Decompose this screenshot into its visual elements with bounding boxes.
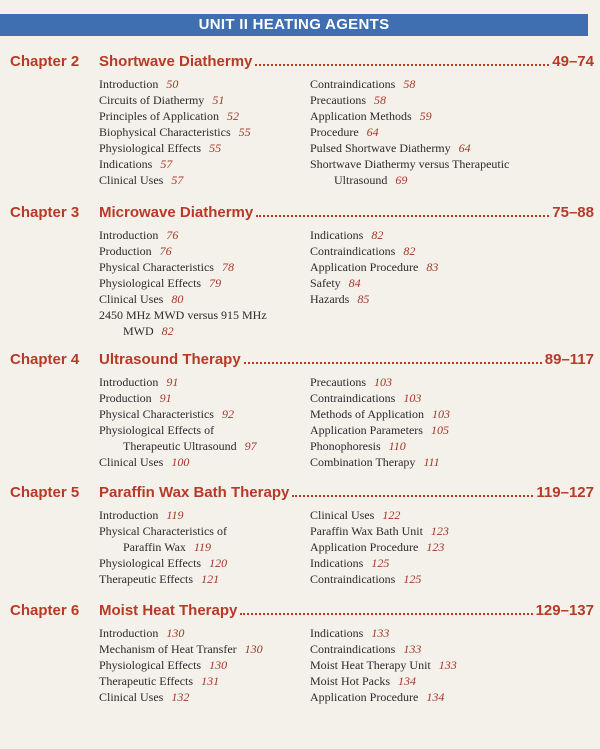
entry-page-number: 78 xyxy=(221,260,234,274)
entry-title: Methods of Application xyxy=(310,407,424,421)
toc-entry[interactable] xyxy=(310,291,595,307)
toc-entry[interactable] xyxy=(99,390,304,406)
entry-title: Application Procedure xyxy=(310,260,419,274)
entry-page-number: 130 xyxy=(244,642,263,656)
entry-page-number: 79 xyxy=(209,276,222,290)
entry-page-number: 55 xyxy=(209,141,222,155)
entry-page-number: 110 xyxy=(388,439,406,453)
leader-dots xyxy=(240,612,532,615)
chapter-number: Chapter 6 xyxy=(10,602,80,619)
toc-entry[interactable] xyxy=(310,374,595,390)
toc-entry[interactable] xyxy=(99,523,304,555)
toc-entry[interactable] xyxy=(99,259,304,275)
toc-entry[interactable] xyxy=(99,507,304,523)
entry-title: Contraindications xyxy=(310,77,396,91)
right-column xyxy=(310,374,595,470)
leader-dots xyxy=(255,63,549,66)
entry-title: Moist Hot Packs xyxy=(310,674,391,688)
entry-page-number: 80 xyxy=(171,292,184,306)
toc-entry[interactable] xyxy=(99,156,304,172)
chapter-pages: 49–74 xyxy=(552,53,594,70)
toc-entry[interactable] xyxy=(310,625,595,641)
entry-title: Phonophoresis xyxy=(310,439,381,453)
toc-entry[interactable] xyxy=(310,227,595,243)
entry-title: Biophysical Characteristics xyxy=(99,125,231,139)
entry-title-continuation: Ultrasound xyxy=(334,173,388,187)
entry-title: Physiological Effects xyxy=(99,276,202,290)
toc-entry[interactable] xyxy=(310,76,595,92)
leader-dots xyxy=(292,494,533,497)
toc-entry[interactable] xyxy=(99,291,304,307)
right-column xyxy=(310,76,595,188)
entry-page-number: 59 xyxy=(419,109,432,123)
chapter-heading xyxy=(0,203,600,223)
toc-entry[interactable] xyxy=(99,140,304,156)
toc-entry[interactable] xyxy=(310,243,595,259)
entry-page-number: 133 xyxy=(403,642,422,656)
entry-title: Physiological Effects xyxy=(99,658,202,672)
chapter-title[interactable]: Paraffin Wax Bath Therapy xyxy=(99,484,290,501)
toc-entry[interactable] xyxy=(99,689,304,705)
entry-title: Production xyxy=(99,244,152,258)
entry-title: Contraindications xyxy=(310,244,396,258)
entry-page-number: 84 xyxy=(348,276,361,290)
toc-entry[interactable] xyxy=(99,555,304,571)
chapter-number: Chapter 2 xyxy=(10,53,80,70)
entry-page-number: 134 xyxy=(426,690,445,704)
toc-entry[interactable] xyxy=(310,454,595,470)
entry-title: Contraindications xyxy=(310,572,396,586)
toc-entry[interactable] xyxy=(99,76,304,92)
entry-page-number: 130 xyxy=(166,626,185,640)
left-column xyxy=(99,625,304,705)
entry-page-number: 120 xyxy=(209,556,228,570)
entry-title: Circuits of Diathermy xyxy=(99,93,205,107)
toc-entry[interactable] xyxy=(310,422,595,438)
chapter-2 xyxy=(0,52,600,187)
unit-title: UNIT II HEATING AGENTS xyxy=(0,14,588,36)
entry-page-number: 57 xyxy=(171,173,184,187)
entry-title: Application Procedure xyxy=(310,540,419,554)
entry-title: Indications xyxy=(310,556,364,570)
toc-entry[interactable] xyxy=(99,641,304,657)
toc-entry[interactable] xyxy=(99,124,304,140)
entry-page-number: 92 xyxy=(221,407,234,421)
entry-title: Precautions xyxy=(310,375,366,389)
toc-entry[interactable] xyxy=(99,108,304,124)
entry-title: 2450 MHz MWD versus 915 MHz xyxy=(99,308,267,322)
entry-title: Production xyxy=(99,391,152,405)
entry-title: Physiological Effects xyxy=(99,141,202,155)
entry-title-continuation: Paraffin Wax xyxy=(123,540,186,554)
toc-entry[interactable] xyxy=(99,374,304,390)
entry-page-number: 64 xyxy=(458,141,471,155)
entry-page-number: 82 xyxy=(403,244,416,258)
entry-page-number: 134 xyxy=(398,674,417,688)
entry-title: Paraffin Wax Bath Unit xyxy=(310,524,423,538)
entry-title-continued xyxy=(99,438,304,454)
entry-page-number: 123 xyxy=(430,524,449,538)
entry-page-number: 100 xyxy=(171,455,190,469)
entry-title: Physiological Effects of xyxy=(99,423,215,437)
chapter-4 xyxy=(0,350,600,469)
chapter-heading xyxy=(0,483,600,503)
toc-entry[interactable] xyxy=(99,657,304,673)
entry-page-number: 91 xyxy=(159,391,172,405)
toc-entry[interactable] xyxy=(310,673,595,689)
left-column xyxy=(99,227,304,339)
entry-title: Precautions xyxy=(310,93,366,107)
toc-entry[interactable] xyxy=(310,539,595,555)
entry-title-continuation: MWD xyxy=(123,324,154,338)
left-column xyxy=(99,374,304,470)
entry-page-number: 52 xyxy=(226,109,239,123)
toc-entry[interactable] xyxy=(310,555,595,571)
toc-entry[interactable] xyxy=(99,172,304,188)
entry-page-number: 58 xyxy=(374,93,386,107)
chapter-5 xyxy=(0,483,600,586)
entry-title-continued xyxy=(310,172,595,188)
entry-page-number: 69 xyxy=(395,173,408,187)
entry-title: Physical Characteristics xyxy=(99,260,214,274)
entry-title: Therapeutic Effects xyxy=(99,674,194,688)
entry-title: Physical Characteristics xyxy=(99,407,214,421)
toc-entry[interactable] xyxy=(310,641,595,657)
entry-page-number: 55 xyxy=(238,125,251,139)
entry-page-number: 103 xyxy=(403,391,422,405)
toc-entry[interactable] xyxy=(99,275,304,291)
entry-page-number: 105 xyxy=(430,423,449,437)
entry-title: Application Parameters xyxy=(310,423,423,437)
entry-page-number: 125 xyxy=(371,556,390,570)
chapter-title[interactable]: Microwave Diathermy xyxy=(99,204,254,221)
toc-entry[interactable] xyxy=(310,108,595,124)
entry-page-number: 91 xyxy=(166,375,179,389)
entry-title: Contraindications xyxy=(310,642,396,656)
entry-title: Physical Characteristics of xyxy=(99,524,227,538)
entry-page-number: 122 xyxy=(382,508,401,522)
entry-title: Physiological Effects xyxy=(99,556,202,570)
entry-page-number: 125 xyxy=(403,572,422,586)
entry-title: Application Methods xyxy=(310,109,412,123)
right-column xyxy=(310,227,595,307)
toc-entry[interactable] xyxy=(99,422,304,454)
toc-entry[interactable] xyxy=(99,227,304,243)
entry-page-number: 82 xyxy=(371,228,384,242)
entry-title: Safety xyxy=(310,276,341,290)
entry-page-number: 123 xyxy=(426,540,445,554)
toc-entry[interactable] xyxy=(310,523,595,539)
leader-dots xyxy=(244,361,542,364)
entry-page-number: 76 xyxy=(159,244,172,258)
chapter-pages: 75–88 xyxy=(552,204,594,221)
toc-entry[interactable] xyxy=(310,275,595,291)
entry-page-number: 111 xyxy=(423,455,440,469)
toc-entry[interactable] xyxy=(310,438,595,454)
entry-title: Contraindications xyxy=(310,391,396,405)
toc-entry[interactable] xyxy=(310,657,595,673)
entry-page-number: 57 xyxy=(160,157,173,171)
entry-title: Clinical Uses xyxy=(310,508,375,522)
chapter-number: Chapter 4 xyxy=(10,351,80,368)
toc-entry[interactable] xyxy=(99,243,304,259)
entry-title: Introduction xyxy=(99,626,159,640)
left-column xyxy=(99,507,304,587)
leader-dots xyxy=(256,214,549,217)
toc-entry[interactable] xyxy=(310,124,595,140)
entry-title: Principles of Application xyxy=(99,109,219,123)
right-column xyxy=(310,625,595,705)
chapter-number: Chapter 5 xyxy=(10,484,80,501)
left-column xyxy=(99,76,304,188)
entry-title: Indications xyxy=(310,228,364,242)
toc-entry[interactable] xyxy=(310,92,595,108)
chapter-heading xyxy=(0,350,600,370)
entry-page-number: 76 xyxy=(166,228,179,242)
entry-title: Introduction xyxy=(99,228,159,242)
entry-page-number: 130 xyxy=(209,658,228,672)
toc-entry[interactable] xyxy=(99,454,304,470)
entry-title: Shortwave Diathermy versus Therapeutic xyxy=(310,157,510,171)
toc-entry[interactable] xyxy=(310,689,595,705)
entry-title: Pulsed Shortwave Diathermy xyxy=(310,141,451,155)
entry-title: Application Procedure xyxy=(310,690,419,704)
entry-page-number: 119 xyxy=(166,508,184,522)
entry-title: Combination Therapy xyxy=(310,455,416,469)
entry-page-number: 119 xyxy=(193,540,212,554)
toc-entry[interactable] xyxy=(310,406,595,422)
entry-page-number: 133 xyxy=(438,658,457,672)
toc-entry[interactable] xyxy=(310,259,595,275)
toc-entry[interactable] xyxy=(310,390,595,406)
chapter-6 xyxy=(0,601,600,704)
toc-entry[interactable] xyxy=(99,307,304,339)
entry-title: Clinical Uses xyxy=(99,690,164,704)
toc-entry[interactable] xyxy=(310,156,595,188)
entry-title: Introduction xyxy=(99,508,159,522)
entry-title: Moist Heat Therapy Unit xyxy=(310,658,431,672)
chapter-title[interactable]: Shortwave Diathermy xyxy=(99,53,253,70)
toc-entry[interactable] xyxy=(310,571,595,587)
entry-page-number: 132 xyxy=(171,690,190,704)
entry-page-number: 133 xyxy=(371,626,390,640)
entry-title: Indications xyxy=(310,626,364,640)
entry-title-continued xyxy=(99,539,304,555)
entry-page-number: 51 xyxy=(212,93,225,107)
chapter-number: Chapter 3 xyxy=(10,204,80,221)
entry-title: Clinical Uses xyxy=(99,173,164,187)
toc-entry[interactable] xyxy=(99,673,304,689)
right-column xyxy=(310,507,595,587)
entry-page-number: 121 xyxy=(201,572,220,586)
entry-title: Therapeutic Effects xyxy=(99,572,194,586)
entry-page-number: 97 xyxy=(244,439,257,453)
toc-entry[interactable] xyxy=(99,625,304,641)
entry-page-number: 131 xyxy=(201,674,220,688)
entry-title: Introduction xyxy=(99,77,159,91)
entry-page-number: 58 xyxy=(403,77,416,91)
entry-title: Procedure xyxy=(310,125,359,139)
entry-page-number: 85 xyxy=(357,292,370,306)
entry-title: Indications xyxy=(99,157,153,171)
entry-page-number: 50 xyxy=(166,77,179,91)
entry-title: Clinical Uses xyxy=(99,455,164,469)
toc-entry[interactable] xyxy=(310,507,595,523)
entry-page-number: 83 xyxy=(426,260,439,274)
chapter-pages: 119–127 xyxy=(536,484,594,501)
chapter-3 xyxy=(0,203,600,338)
entry-title: Hazards xyxy=(310,292,350,306)
chapter-title[interactable]: Moist Heat Therapy xyxy=(99,602,238,619)
entry-title: Introduction xyxy=(99,375,159,389)
chapter-pages: 89–117 xyxy=(544,351,594,368)
entry-page-number: 64 xyxy=(366,125,379,139)
entry-page-number: 103 xyxy=(432,407,450,421)
entry-page-number: 103 xyxy=(374,375,392,389)
entry-title: Clinical Uses xyxy=(99,292,164,306)
toc-entry[interactable] xyxy=(310,140,595,156)
entry-title: Mechanism of Heat Transfer xyxy=(99,642,237,656)
toc-entry[interactable] xyxy=(99,92,304,108)
chapter-heading xyxy=(0,52,600,72)
entry-title-continuation: Therapeutic Ultrasound xyxy=(123,439,237,453)
toc-entry[interactable] xyxy=(99,406,304,422)
chapter-title[interactable]: Ultrasound Therapy xyxy=(99,351,241,368)
chapter-pages: 129–137 xyxy=(535,602,594,619)
toc-entry[interactable] xyxy=(99,571,304,587)
chapter-heading xyxy=(0,601,600,621)
entry-page-number: 82 xyxy=(161,324,174,338)
entry-title-continued xyxy=(99,323,304,339)
